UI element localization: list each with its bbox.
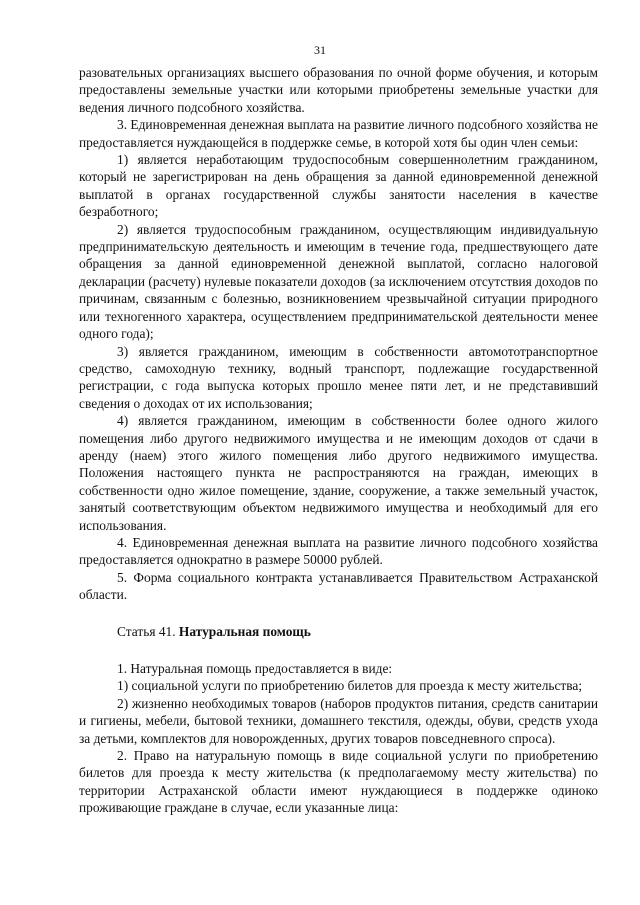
paragraph-clause-3: 3. Единовременная денежная выплата на развитие личного подсобного хозяйства не предоставляется нуждающейся в поддержке семье, в которой хотя бы один член семьи: <box>79 117 598 150</box>
paragraph-clause-5: 5. Форма социального контракта устанавливается Правительством Астраханской области. <box>79 569 598 603</box>
article-number: Статья 41. <box>117 623 179 639</box>
paragraph-item-4: 4) является гражданином, имеющим в собственности более одного жилого помещения либо другого недвижимого имущества и не имеющим доходов от сдачи в аренду (наем) этого жилого помещения либо другого недвижимого имущества. Положения настоящего пункта не распространяются на граждан, имеющих в собственности одно жилое помещение, здание, сооружение, а также земельный участок, занятый соответствующим объектом недвижимого имущества и необходимый для его использования. <box>79 413 598 533</box>
paragraph-article-clause-2: 2. Право на натуральную помощь в виде социальной услуги по приобретению билетов для проезда к месту жительства (к предполагаемому месту жительства) по территории Астраханской области имеют нуждающиеся в поддержке одиноко проживающие граждане в случае, если указанные лица: <box>79 748 598 816</box>
paragraph-item-1: 1) является неработающим трудоспособным совершеннолетним гражданином, который не зарегистрирован на день обращения за данной единовременной денежной выплатой в органах государственной службы занятости населения в качестве безработного; <box>79 152 598 220</box>
paragraph-clause-4: 4. Единовременная денежная выплата на развитие личного подсобного хозяйства предоставляется однократно в размере 50000 рублей. <box>79 534 598 568</box>
paragraph-article-item-1: 1) социальной услуги по приобретению билетов для проезда к месту жительства; <box>117 678 583 694</box>
paragraph-continuation: разовательных организациях высшего образования по очной форме обучения, и которым предоставлены земельные участки или которыми приобретены земельные участки для ведения личного подсобного хозяйства. <box>79 65 598 115</box>
paragraph-item-2: 2) является трудоспособным гражданином, осуществляющим индивидуальную предпринимательскую деятельность и имеющим в течение года, предшествующего дате обращения за данной единовременной денежной выплатой, согласно налоговой декларации (расчету) нулевые показатели доходов (за исключением отсутствия доходов по причинам, связанным с болезнью, возникновением чрезвычайной ситуации природного или техногенного характера, осуществлением предпринимательской деятельности менее одного года); <box>79 221 598 342</box>
article-title: Натуральная помощь <box>178 623 311 639</box>
page-number: 31 <box>314 43 326 57</box>
document-body <box>79 64 598 817</box>
article-heading <box>79 623 598 640</box>
paragraph-article-clause-1: 1. Натуральная помощь предоставляется в виде: <box>117 661 393 676</box>
paragraph-article-item-2: 2) жизненно необходимых товаров (наборов продуктов питания, средств санитарии и гигиены, мебели, бытовой техники, домашнего текстиля, одежды, обуви, средств ухода за детьми, комплектов для новорожденных, других товаров повседневного спроса). <box>79 695 598 746</box>
paragraph-item-3: 3) является гражданином, имеющим в собственности автомототранспортное средство, самоходную технику, водный транспорт, подлежащие государственной регистрации, с года выпуска которых прошло менее пяти лет, и не представивший сведения о доходах от их использования; <box>79 343 598 411</box>
